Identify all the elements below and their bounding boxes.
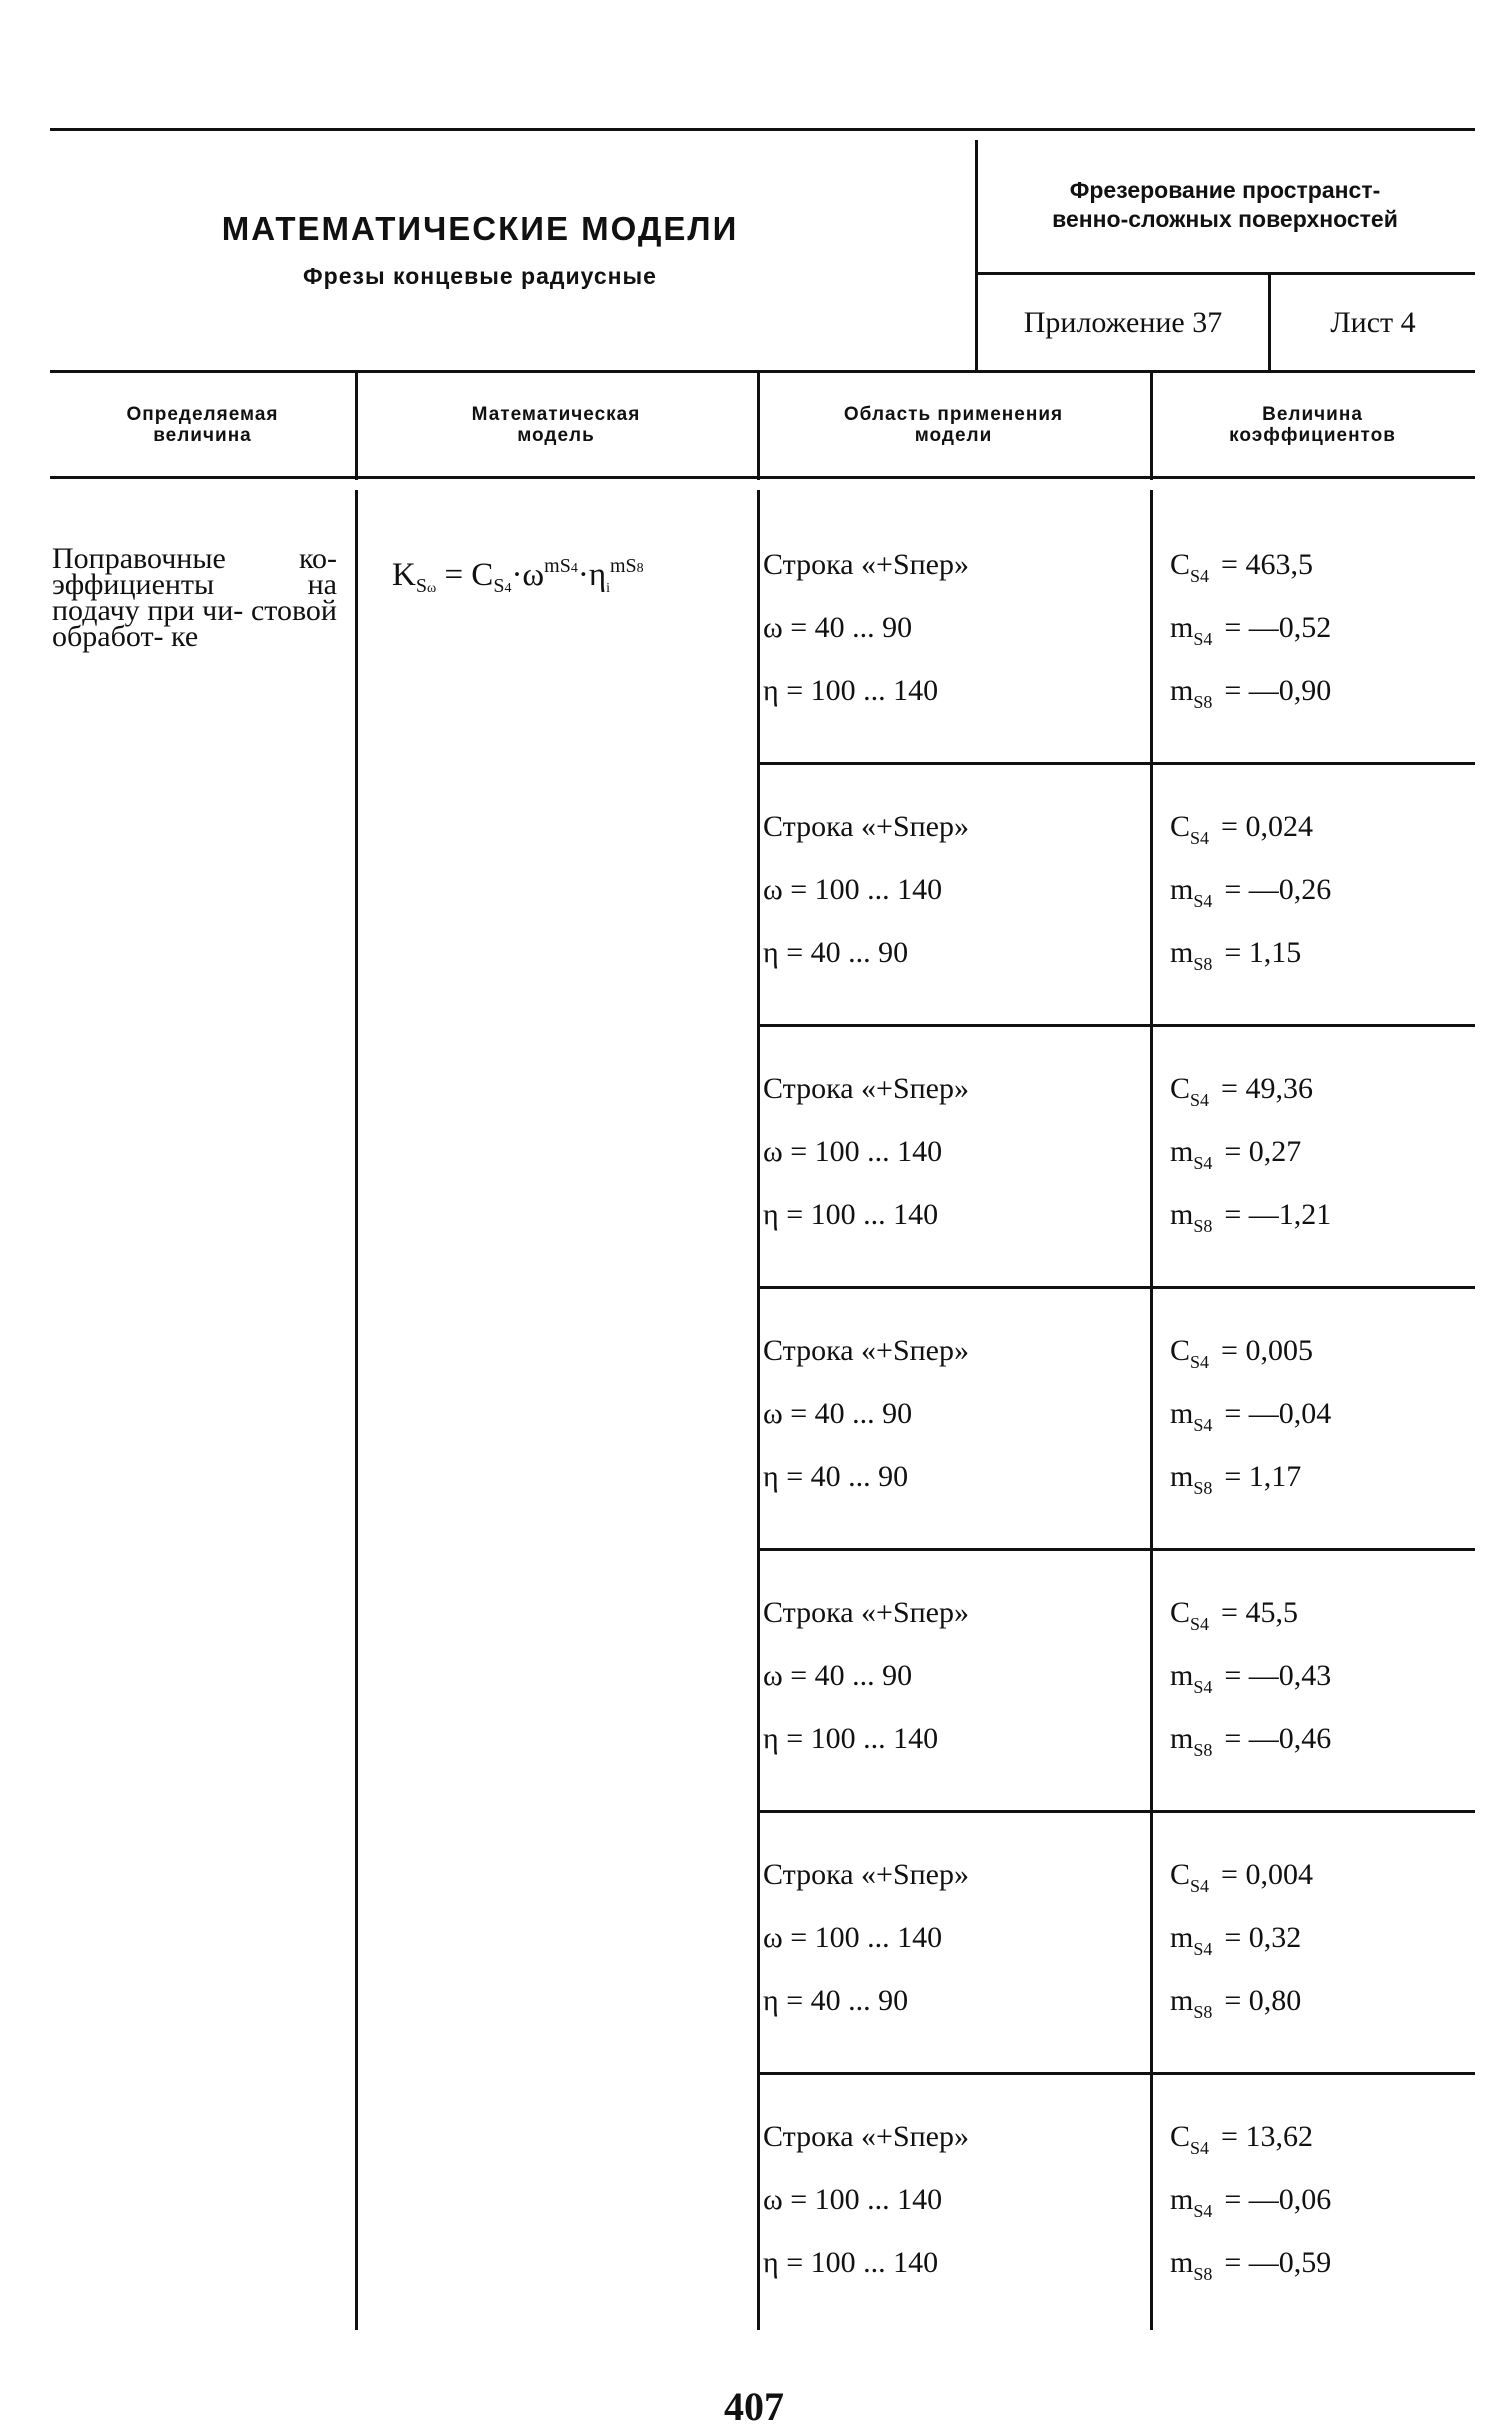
coefficient-value: = —1,21 bbox=[1224, 1198, 1332, 1231]
coefficient-subscript: S4 bbox=[1193, 891, 1213, 911]
coefficient-symbol: C bbox=[1170, 1858, 1191, 1891]
coefficient-symbol: C bbox=[1170, 1334, 1191, 1367]
coefficient-subscript: S4 bbox=[1193, 629, 1213, 649]
coefficient-value: = 1,15 bbox=[1224, 936, 1302, 969]
coefficient-symbol: m bbox=[1170, 873, 1194, 906]
coefficient-symbol: m bbox=[1170, 1659, 1194, 1692]
coefficient-subscript: S4 bbox=[1190, 828, 1210, 848]
coefficient-subscript: S4 bbox=[1190, 1352, 1210, 1372]
coefficient-value: = 49,36 bbox=[1221, 1072, 1313, 1105]
coefficient-subscript: S4 bbox=[1193, 1939, 1213, 1959]
coefficient-value: = —0,26 bbox=[1224, 873, 1332, 906]
math-model-formula bbox=[392, 555, 644, 598]
row-coefficient-m1 bbox=[1170, 611, 1331, 650]
coefficient-subscript: S8 bbox=[1193, 2264, 1213, 2284]
coefficient-symbol: m bbox=[1170, 611, 1194, 644]
coefficient-subscript: S8 bbox=[1193, 2002, 1213, 2022]
column-header-model bbox=[355, 404, 757, 446]
coefficient-symbol: C bbox=[1170, 1072, 1191, 1105]
table-head-rule bbox=[50, 476, 1475, 479]
row-eta-range: η = 40 ... 90 bbox=[763, 1460, 909, 1493]
coefficient-subscript: S4 bbox=[1193, 1153, 1213, 1173]
row-separator bbox=[757, 2072, 1475, 2075]
row-line-label: Строка «+Sпер» bbox=[763, 1858, 970, 1891]
coefficient-subscript: S4 bbox=[1190, 1614, 1210, 1634]
row-separator bbox=[757, 1286, 1475, 1289]
coefficient-value: = 0,024 bbox=[1221, 810, 1313, 843]
row-line-label: Строка «+Sпер» bbox=[763, 548, 970, 581]
coefficient-subscript: S8 bbox=[1193, 954, 1213, 974]
coefficient-symbol: m bbox=[1170, 674, 1194, 707]
coefficient-subscript: S4 bbox=[1193, 1677, 1213, 1697]
row-coefficient-C bbox=[1170, 810, 1313, 849]
row-coefficient-m1 bbox=[1170, 873, 1331, 912]
coefficient-subscript: S8 bbox=[1193, 1740, 1213, 1760]
coefficient-subscript: S4 bbox=[1193, 1415, 1213, 1435]
column-divider-2-body bbox=[757, 490, 760, 2330]
coefficient-value: = —0,46 bbox=[1224, 1722, 1332, 1755]
row-coefficient-m1 bbox=[1170, 1397, 1331, 1436]
row-coefficient-m2 bbox=[1170, 2246, 1331, 2285]
column-header-coef-line1: Величина bbox=[1262, 404, 1363, 425]
header-right-rule bbox=[975, 272, 1475, 275]
row-line-label: Строка «+Sпер» bbox=[763, 1072, 970, 1105]
coefficient-symbol: C bbox=[1170, 2120, 1191, 2153]
coefficient-symbol: m bbox=[1170, 1921, 1194, 1954]
row-coefficient-m2 bbox=[1170, 1460, 1301, 1499]
coefficient-subscript: S4 bbox=[1190, 1876, 1210, 1896]
formula-eta: ·η bbox=[577, 557, 607, 593]
coefficient-value: = 0,27 bbox=[1224, 1135, 1302, 1168]
coefficient-value: = 0,80 bbox=[1224, 1984, 1302, 2017]
coefficient-value: = 0,004 bbox=[1221, 1858, 1313, 1891]
coefficient-value: = —0,43 bbox=[1224, 1659, 1332, 1692]
coefficient-value: = —0,52 bbox=[1224, 611, 1332, 644]
coefficient-symbol: m bbox=[1170, 1722, 1194, 1755]
coefficient-value: = 13,62 bbox=[1221, 2120, 1313, 2153]
coefficient-subscript: S8 bbox=[1193, 1478, 1213, 1498]
coefficient-subscript: S4 bbox=[1190, 1090, 1210, 1110]
column-divider-1-body bbox=[355, 490, 358, 2330]
column-header-model-line1: Математическая bbox=[471, 404, 641, 425]
formula-omega: ·ω bbox=[511, 557, 545, 593]
row-omega-range: ω = 100 ... 140 bbox=[763, 1135, 943, 1168]
row-coefficient-m1 bbox=[1170, 2183, 1331, 2222]
row-coefficient-m1 bbox=[1170, 1659, 1331, 1698]
coefficient-symbol: m bbox=[1170, 1198, 1194, 1231]
row-eta-range: η = 100 ... 140 bbox=[763, 2246, 939, 2279]
row-omega-range: ω = 100 ... 140 bbox=[763, 1921, 943, 1954]
column-header-coef-line2: коэффициентов bbox=[1229, 425, 1396, 446]
row-coefficient-C bbox=[1170, 1072, 1313, 1111]
coefficient-value: = —0,90 bbox=[1224, 674, 1332, 707]
coefficient-value: = 0,005 bbox=[1221, 1334, 1313, 1367]
coefficient-value: = 45,5 bbox=[1221, 1596, 1298, 1629]
operation-title-line2: венно-сложных поверхностей bbox=[1052, 206, 1398, 232]
column-header-domain-line1: Область применения bbox=[843, 404, 1064, 425]
coefficient-symbol: m bbox=[1170, 1984, 1194, 2017]
row-line-label: Строка «+Sпер» bbox=[763, 2120, 970, 2153]
operation-title bbox=[975, 176, 1475, 234]
coefficient-subscript: S8 bbox=[1193, 692, 1213, 712]
row-coefficient-C bbox=[1170, 548, 1313, 587]
page-subtitle: Фрезы концевые радиусные bbox=[303, 263, 657, 289]
column-header-quantity-line2: величина bbox=[153, 425, 252, 446]
coefficient-symbol: m bbox=[1170, 936, 1194, 969]
row-line-label: Строка «+Sпер» bbox=[763, 1334, 970, 1367]
row-eta-range: η = 40 ... 90 bbox=[763, 936, 909, 969]
row-omega-range: ω = 40 ... 90 bbox=[763, 611, 913, 644]
column-header-quantity-line1: Определяемая bbox=[126, 404, 279, 425]
coefficient-symbol: m bbox=[1170, 2246, 1194, 2279]
row-separator bbox=[757, 1548, 1475, 1551]
formula-exp2: mS8 bbox=[609, 555, 644, 577]
coefficient-subscript: S8 bbox=[1193, 1216, 1213, 1236]
column-divider-3-body bbox=[1150, 490, 1153, 2330]
operation-title-line1: Фрезерование пространст- bbox=[1069, 177, 1381, 203]
coefficient-symbol: C bbox=[1170, 810, 1191, 843]
formula-lhs: K bbox=[392, 557, 416, 593]
coefficient-value: = —0,59 bbox=[1224, 2246, 1332, 2279]
coefficient-value: = —0,06 bbox=[1224, 2183, 1332, 2216]
row-eta-range: η = 100 ... 140 bbox=[763, 1198, 939, 1231]
column-header-coefficients bbox=[1150, 404, 1475, 446]
coefficient-value: = 1,17 bbox=[1224, 1460, 1302, 1493]
row-coefficient-C bbox=[1170, 1334, 1313, 1373]
row-omega-range: ω = 40 ... 90 bbox=[763, 1397, 913, 1430]
row-coefficient-C bbox=[1170, 1596, 1298, 1635]
row-separator bbox=[757, 762, 1475, 765]
row-coefficient-m2 bbox=[1170, 1722, 1331, 1761]
row-coefficient-m1 bbox=[1170, 1921, 1301, 1960]
sheet-label: Лист 4 bbox=[1330, 306, 1416, 339]
row-eta-range: η = 40 ... 90 bbox=[763, 1984, 909, 2017]
appendix-label: Приложение 37 bbox=[1023, 306, 1223, 339]
row-coefficient-m2 bbox=[1170, 1198, 1331, 1237]
row-coefficient-C bbox=[1170, 2120, 1313, 2159]
coefficient-symbol: m bbox=[1170, 1135, 1194, 1168]
formula-eta-sub: i bbox=[606, 581, 610, 596]
row-coefficient-m1 bbox=[1170, 1135, 1301, 1174]
column-header-domain-line2: модели bbox=[914, 425, 993, 446]
table-top-rule bbox=[50, 370, 1475, 373]
row-coefficient-C bbox=[1170, 1858, 1313, 1897]
column-header-quantity bbox=[50, 404, 355, 446]
coefficient-subscript: S4 bbox=[1190, 2138, 1210, 2158]
coefficient-symbol: m bbox=[1170, 1460, 1194, 1493]
page-number: 407 bbox=[724, 2384, 784, 2429]
row-eta-range: η = 100 ... 140 bbox=[763, 1722, 939, 1755]
row-omega-range: ω = 40 ... 90 bbox=[763, 1659, 913, 1692]
formula-lhs-sub: Sω bbox=[415, 575, 437, 597]
column-header-model-line2: модель bbox=[517, 425, 595, 446]
formula-c-sub: S4 bbox=[493, 575, 512, 597]
coefficient-symbol: C bbox=[1170, 1596, 1191, 1629]
coefficient-value: = —0,04 bbox=[1224, 1397, 1332, 1430]
coefficient-symbol: C bbox=[1170, 548, 1191, 581]
row-line-label: Строка «+Sпер» bbox=[763, 810, 970, 843]
formula-exp1: mS4 bbox=[544, 555, 578, 577]
page-title: МАТЕМАТИЧЕСКИЕ МОДЕЛИ bbox=[221, 210, 739, 247]
row-line-label: Строка «+Sпер» bbox=[763, 1596, 970, 1629]
row-omega-range: ω = 100 ... 140 bbox=[763, 873, 943, 906]
coefficient-value: = 0,32 bbox=[1224, 1921, 1302, 1954]
coefficient-symbol: m bbox=[1170, 2183, 1194, 2216]
row-separator bbox=[757, 1024, 1475, 1027]
row-separator bbox=[757, 1810, 1475, 1813]
row-eta-range: η = 100 ... 140 bbox=[763, 674, 939, 707]
coefficient-value: = 463,5 bbox=[1221, 548, 1313, 581]
row-coefficient-m2 bbox=[1170, 1984, 1301, 2023]
formula-eq-c: = C bbox=[436, 557, 494, 593]
coefficient-symbol: m bbox=[1170, 1397, 1194, 1430]
coefficient-subscript: S4 bbox=[1190, 566, 1210, 586]
header-top-rule bbox=[50, 128, 1475, 131]
row-coefficient-m2 bbox=[1170, 936, 1301, 975]
column-header-domain bbox=[757, 404, 1150, 446]
row-omega-range: ω = 100 ... 140 bbox=[763, 2183, 943, 2216]
coefficient-subscript: S4 bbox=[1193, 2201, 1213, 2221]
row-coefficient-m2 bbox=[1170, 674, 1331, 713]
quantity-description: Поправочные ко- эффициенты на подачу при чи- стовой обработ- ке bbox=[52, 542, 337, 653]
